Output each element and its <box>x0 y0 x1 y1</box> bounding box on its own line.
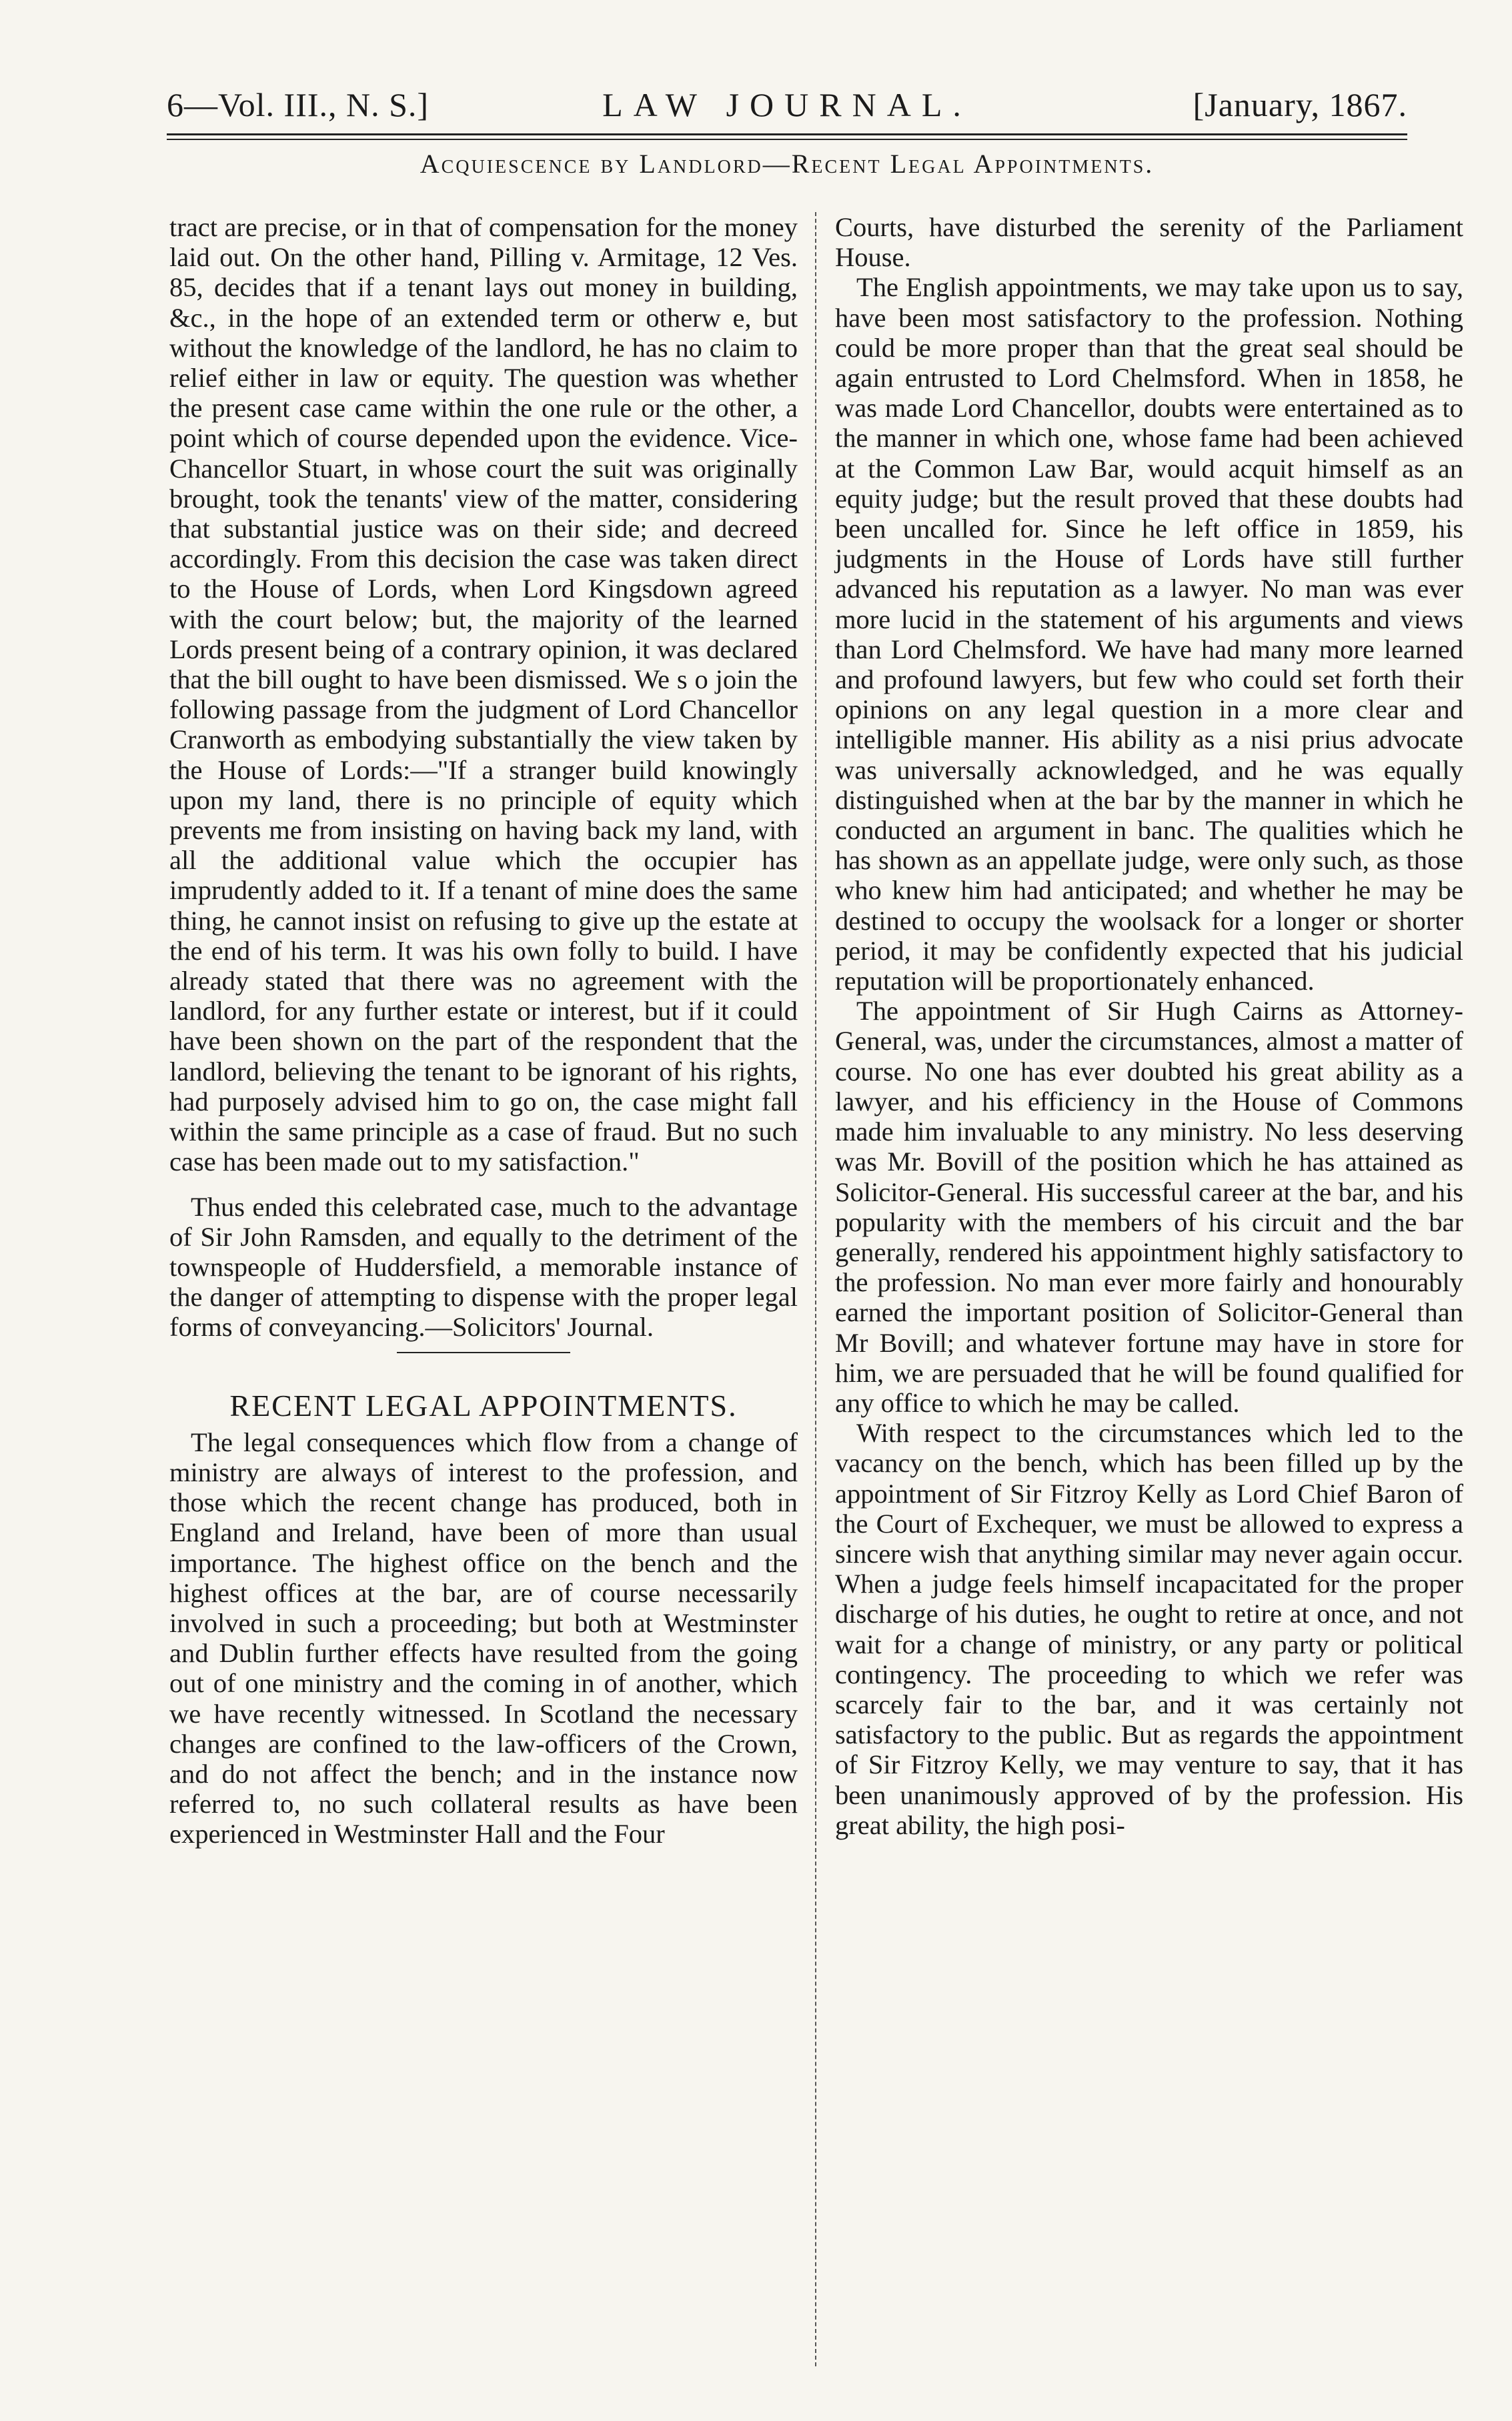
header-date: [January, 1867. <box>1193 86 1407 123</box>
header-journal-title: LAW JOURNAL. <box>602 86 972 123</box>
article-separator-rule <box>397 1352 570 1353</box>
right-paragraph-3: The appointment of Sir Hugh Cairns as Attorney-General, was, under the circumstances, almost a matter of course. No one has ever doubted his great ability as a lawyer, and his efficiency in the House of Commons made him invaluable to any ministry. No less deserving was Mr. Bovill of the position which he has attained as Solicitor-General. His successful career at the bar, and his popularity with the members of his circuit and the bar generally, rendered his appointment highly satisfactory to the profession. No man ever more fairly and honourably earned the important position of Solicitor-General than Mr Bovill; and whatever fortune may have in store for him, we are persuaded that he will be found qualified for any office to which he may be called. <box>835 996 1463 1418</box>
running-header <box>167 80 1407 127</box>
article-title: RECENT LEGAL APPOINTMENTS. <box>229 1388 738 1423</box>
header-rule-top <box>167 133 1407 135</box>
left-column <box>169 212 798 1849</box>
header-volume: 6—Vol. III., N. S.] <box>167 86 430 123</box>
right-column <box>835 212 1463 1840</box>
left-paragraph-3: The legal consequences which flow from a change of ministry are always of interest to the profession, and those which the recent change has produced, both in England and Ireland, have been of more than usual importance. The highest office on the bench and the highest offices at the bar, are of course necessarily involved in such a proceeding; but both at Westminster and Dublin further effects have resulted from the going out of one ministry and the coming in of another, which we have recently witnessed. In Scotland the necessary changes are confined to the law-officers of the Crown, and do not affect the bench; and in the instance now referred to, no such collateral results as have been experienced in Westminster Hall and the Four <box>169 1427 798 1849</box>
left-paragraph-2: Thus ended this celebrated case, much to the advantage of Sir John Ramsden, and equally to the detriment of the townspeople of Huddersfield, a memorable instance of the danger of attempting to dispense with the proper legal forms of conveyancing.—Solicitors' Journal. <box>169 1191 798 1343</box>
section-subheading: Acquiescence by Landlord—Recent Legal Appointments. <box>420 149 1155 179</box>
right-paragraph-1: Courts, have disturbed the serenity of the Parliament House. <box>835 212 1463 273</box>
header-rule-bottom <box>167 139 1407 140</box>
right-paragraph-2: The English appointments, we may take upon us to say, have been most satisfactory to the profession. Nothing could be more proper than that the great seal should be again entrusted to Lord Chelmsford. When in 1858, he was made Lord Chancellor, doubts were entertained as to the manner in which one, whose fame had been achieved at the Common Law Bar, would acquit himself as an equity judge; but the result proved that these doubts had been uncalled for. Since he left office in 1859, his judgments in the House of Lords have still further advanced his reputation as a lawyer. No man was ever more lucid in the statement of his arguments and views than Lord Chelmsford. We have had many more learned and profound lawyers, but few who could set forth their opinions on any legal question in a more clear and intelligible manner. His ability as a nisi prius advocate was universally acknowledged, and he was equally distinguished when at the bar by the manner in which he conducted an argument in banc. The qualities which he has shown as an appellate judge, were only such, as those who knew him had anticipated; and whether he may be destined to occupy the woolsack for a longer or shorter period, it may be confidently expected that his judicial reputation will be proportionately enhanced. <box>835 272 1463 996</box>
column-divider <box>815 212 816 2366</box>
right-paragraph-4: With respect to the circumstances which led to the vacancy on the bench, which has been filled up by the appointment of Sir Fitzroy Kelly as Lord Chief Baron of the Court of Exchequer, we must be allowed to express a sincere wish that anything similar may never again occur. When a judge feels himself incapacitated for the proper discharge of his duties, he ought to retire at once, and not wait for a change of ministry, or any party or political contingency. The proceeding to which we refer was scarcely fair to the bar, and it was certainly not satisfactory to the public. But as regards the appointment of Sir Fitzroy Kelly, we may venture to say, that it has been unanimously approved of by the profession. His great ability, the high posi- <box>835 1418 1463 1840</box>
left-paragraph-1: tract are precise, or in that of compensation for the money laid out. On the other hand, Pilling v. Armitage, 12 Ves. 85, decides that if a tenant lays out money in building, &c., in the hope of an extended term or otherw e, but without the knowledge of the landlord, he has no claim to relief either in law or equity. The question was whether the present case came within the one rule or the other, a point which of course depended upon the evidence. Vice-Chancellor Stuart, in whose court the suit was originally brought, took the tenants' view of the matter, considering that substantial justice was on their side; and decreed accordingly. From this decision the case was taken direct to the House of Lords, when Lord Kingsdown agreed with the court below; but, the majority of the learned Lords present being of a contrary opinion, it was declared that the bill ought to have been dismissed. We s o join the following passage from the judgment of Lord Chancellor Cranworth as embodying substantially the view taken by the House of Lords:—"If a stranger build knowingly upon my land, there is no principle of equity which prevents me from insisting on having back my land, with all the additional value which the occupier has imprudently added to it. If a tenant of mine does the same thing, he cannot insist on refusing to give up the estate at the end of his term. It was his own folly to build. I have already stated that there was no agreement with the landlord, for any further estate or interest, but if it could have been shown on the part of the respondent that the landlord, believing the tenant to be ignorant of his rights, had purposely advised him to go on, the case might fall within the same principle as a case of fraud. But no such case has been made out to my satisfaction." <box>169 212 798 1177</box>
